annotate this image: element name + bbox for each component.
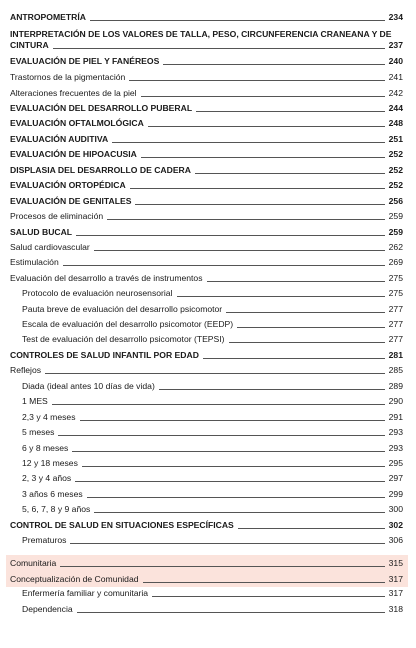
toc-entry-page: 302 — [388, 520, 403, 530]
toc-entry[interactable] — [10, 257, 403, 268]
toc-entry[interactable] — [10, 273, 403, 284]
dot-leader — [229, 342, 385, 343]
dot-leader — [177, 296, 385, 297]
toc-entry[interactable] — [10, 165, 403, 176]
dot-leader — [226, 312, 384, 313]
toc-entry[interactable] — [10, 56, 403, 67]
toc-entry-title: 1 MES — [22, 396, 48, 406]
toc-entry-title: 2,3 y 4 meses — [22, 412, 76, 422]
toc-entry[interactable] — [22, 396, 403, 407]
dot-leader — [90, 20, 385, 21]
dot-leader — [152, 596, 385, 597]
toc-entry[interactable] — [22, 504, 403, 515]
toc-entry[interactable] — [22, 304, 403, 315]
toc-entry-title: Trastornos de la pigmentación — [10, 72, 126, 82]
toc-entry-page: 317 — [388, 588, 403, 598]
dot-leader — [159, 389, 385, 390]
toc-entry[interactable] — [22, 458, 403, 469]
dot-leader — [60, 566, 384, 567]
toc-entry-page: 251 — [388, 134, 403, 144]
toc-entry[interactable] — [22, 489, 403, 500]
dot-leader — [63, 265, 385, 266]
toc-entry[interactable] — [10, 365, 403, 376]
toc-entry[interactable] — [10, 180, 403, 191]
toc-entry-page: 256 — [388, 196, 403, 206]
toc-entry-page: 248 — [388, 118, 403, 128]
toc-entry-continuation — [10, 40, 403, 51]
toc-entry-page: 317 — [388, 574, 403, 584]
toc-entry-page: 244 — [388, 103, 403, 113]
toc-entry-page: 240 — [388, 56, 403, 66]
toc-entry-page: 285 — [388, 365, 403, 375]
toc-entry-title: EVALUACIÓN AUDITIVA — [10, 134, 109, 144]
toc-entry-page: 269 — [388, 257, 403, 267]
toc-entry-title: SALUD BUCAL — [10, 227, 73, 237]
toc-entry[interactable] — [22, 427, 403, 438]
toc-entry-title: Protocolo de evaluación neurosensorial — [22, 288, 173, 298]
toc-entry[interactable] — [10, 149, 403, 160]
toc-entry-title: EVALUACIÓN DEL DESARROLLO PUBERAL — [10, 103, 193, 113]
toc-entry[interactable] — [10, 29, 403, 51]
toc-entry-page: 281 — [388, 350, 403, 360]
toc-entry-title: Alteraciones frecuentes de la piel — [10, 88, 137, 98]
toc-entry-title: EVALUACIÓN OFTALMOLÓGICA — [10, 118, 144, 128]
dot-leader — [141, 96, 385, 97]
toc-entry[interactable] — [10, 242, 403, 253]
toc-entry[interactable] — [22, 412, 403, 423]
toc-entry[interactable] — [10, 134, 403, 145]
toc-entry-page: 237 — [388, 40, 403, 50]
dot-leader — [45, 373, 385, 374]
toc-entry-page: 252 — [388, 180, 403, 190]
dot-leader — [80, 420, 385, 421]
toc-entry[interactable] — [6, 571, 408, 587]
dot-leader — [107, 219, 385, 220]
toc-entry-page: 277 — [388, 304, 403, 314]
toc-entry[interactable] — [10, 520, 403, 531]
toc-entry-title: Reflejos — [10, 365, 42, 375]
toc-entry-title: Conceptualización de Comunidad — [10, 574, 139, 584]
toc-entry-title: EVALUACIÓN DE PIEL Y FANÉREOS — [10, 56, 160, 66]
dot-leader — [148, 126, 385, 127]
toc-entry-title: CONTROLES DE SALUD INFANTIL POR EDAD — [10, 350, 199, 360]
toc-entry[interactable] — [10, 196, 403, 207]
dot-leader — [143, 582, 385, 583]
toc-entry-title: 2, 3 y 4 años — [22, 473, 72, 483]
dot-leader — [87, 497, 385, 498]
toc-entry[interactable] — [22, 604, 403, 615]
toc-entry-page: 277 — [388, 334, 403, 344]
dot-leader — [76, 235, 385, 236]
dot-leader — [52, 404, 385, 405]
toc-entry[interactable] — [22, 334, 403, 345]
toc-entry-title: EVALUACIÓN DE GENITALES — [10, 196, 132, 206]
toc-entry-page: 252 — [388, 149, 403, 159]
dot-leader — [77, 612, 385, 613]
toc-entry-title: Diada (ideal antes 10 días de vida) — [22, 381, 155, 391]
dot-leader — [75, 481, 384, 482]
toc-entry-title: INTERPRETACIÓN DE LOS VALORES DE TALLA, PESO, CIRCUNFERENCIA CRANEANA Y DE — [10, 29, 392, 39]
toc-entry[interactable] — [22, 288, 403, 299]
toc-entry[interactable] — [22, 535, 403, 546]
toc-entry[interactable] — [10, 88, 403, 99]
toc-entry-page: 295 — [388, 458, 403, 468]
dot-leader — [70, 543, 384, 544]
toc-entry[interactable] — [10, 211, 403, 222]
dot-leader — [94, 512, 384, 513]
toc-entry[interactable] — [10, 350, 403, 361]
dot-leader — [129, 80, 384, 81]
toc-entry-title: 5, 6, 7, 8 y 9 años — [22, 504, 91, 514]
toc-entry-title: 3 años 6 meses — [22, 489, 83, 499]
toc-entry-page: 275 — [388, 288, 403, 298]
toc-entry-title: Estimulación — [10, 257, 59, 267]
toc-entry-title: Prematuros — [22, 535, 67, 545]
toc-entry-title: ANTROPOMETRÍA — [10, 12, 86, 22]
toc-entry-title: DISPLASIA DEL DESARROLLO DE CADERA — [10, 165, 191, 175]
toc-entry-page: 318 — [388, 604, 403, 614]
dot-leader — [203, 358, 385, 359]
toc-entry-title: 6 y 8 meses — [22, 443, 69, 453]
dot-leader — [58, 435, 384, 436]
toc-entry-page: 306 — [388, 535, 403, 545]
toc-entry[interactable] — [22, 381, 403, 392]
toc-entry-title: Pauta breve de evaluación del desarrollo psicomotor — [22, 304, 223, 314]
dot-leader — [237, 327, 385, 328]
toc-entry[interactable] — [6, 555, 408, 571]
toc-entry[interactable] — [22, 473, 403, 484]
toc-entry-page: 293 — [388, 427, 403, 437]
toc-entry[interactable] — [10, 72, 403, 83]
toc-entry-page: 315 — [388, 558, 403, 568]
dot-leader — [130, 188, 385, 189]
toc-entry-page: 259 — [388, 227, 403, 237]
toc-entry-title: Procesos de eliminación — [10, 211, 104, 221]
toc-entry-title: 5 meses — [22, 427, 55, 437]
toc-entry[interactable] — [10, 227, 403, 238]
dot-leader — [141, 157, 385, 158]
toc-entry-title: Escala de evaluación del desarrollo psicomotor (EEDP) — [22, 319, 234, 329]
dot-leader — [135, 204, 384, 205]
toc-entry-page: 234 — [388, 12, 403, 22]
toc-entry[interactable] — [10, 12, 403, 23]
toc-entry-title-cont: CINTURA — [10, 40, 49, 50]
dot-leader — [94, 250, 385, 251]
dot-leader — [196, 111, 385, 112]
dot-leader — [195, 173, 385, 174]
toc-entry-page: 242 — [388, 88, 403, 98]
toc-entry-title: CONTROL DE SALUD EN SITUACIONES ESPECÍFICAS — [10, 520, 234, 530]
toc-entry[interactable] — [10, 118, 403, 129]
toc-entry[interactable] — [22, 588, 403, 599]
dot-leader — [207, 281, 385, 282]
toc-entry-page: 300 — [388, 504, 403, 514]
toc-entry-page: 252 — [388, 165, 403, 175]
dot-leader — [163, 64, 384, 65]
toc-entry-title: Enfermería familiar y comunitaria — [22, 588, 149, 598]
toc-entry-page: 277 — [388, 319, 403, 329]
dot-leader — [82, 466, 385, 467]
toc-entry[interactable] — [22, 443, 403, 454]
dot-leader — [112, 142, 384, 143]
dot-leader — [53, 48, 385, 49]
toc-entry-title: Test de evaluación del desarrollo psicomotor (TEPSI) — [22, 334, 225, 344]
dot-leader — [72, 451, 384, 452]
toc-entry-page: 291 — [388, 412, 403, 422]
toc-entry-page: 293 — [388, 443, 403, 453]
toc-entry-page: 290 — [388, 396, 403, 406]
toc-entry-page: 299 — [388, 489, 403, 499]
toc-entry-page: 262 — [388, 242, 403, 252]
toc-entry-page: 289 — [388, 381, 403, 391]
toc-entry-title: Evaluación del desarrollo a través de instrumentos — [10, 273, 203, 283]
toc-entry-title: EVALUACIÓN DE HIPOACUSIA — [10, 149, 137, 159]
toc-entry-title: Salud cardiovascular — [10, 242, 90, 252]
toc-entry[interactable] — [22, 319, 403, 330]
toc-entry-page: 297 — [388, 473, 403, 483]
toc-entry-title: Dependencia — [22, 604, 73, 614]
toc-entry[interactable] — [10, 103, 403, 114]
toc-entry-title: Comunitaria — [10, 558, 57, 568]
toc-entry-page: 275 — [388, 273, 403, 283]
toc-entry-page: 259 — [388, 211, 403, 221]
dot-leader — [238, 528, 385, 529]
toc-entry-page: 241 — [388, 72, 403, 82]
toc-entry-title: 12 y 18 meses — [22, 458, 78, 468]
toc-entry-title: EVALUACIÓN ORTOPÉDICA — [10, 180, 126, 190]
